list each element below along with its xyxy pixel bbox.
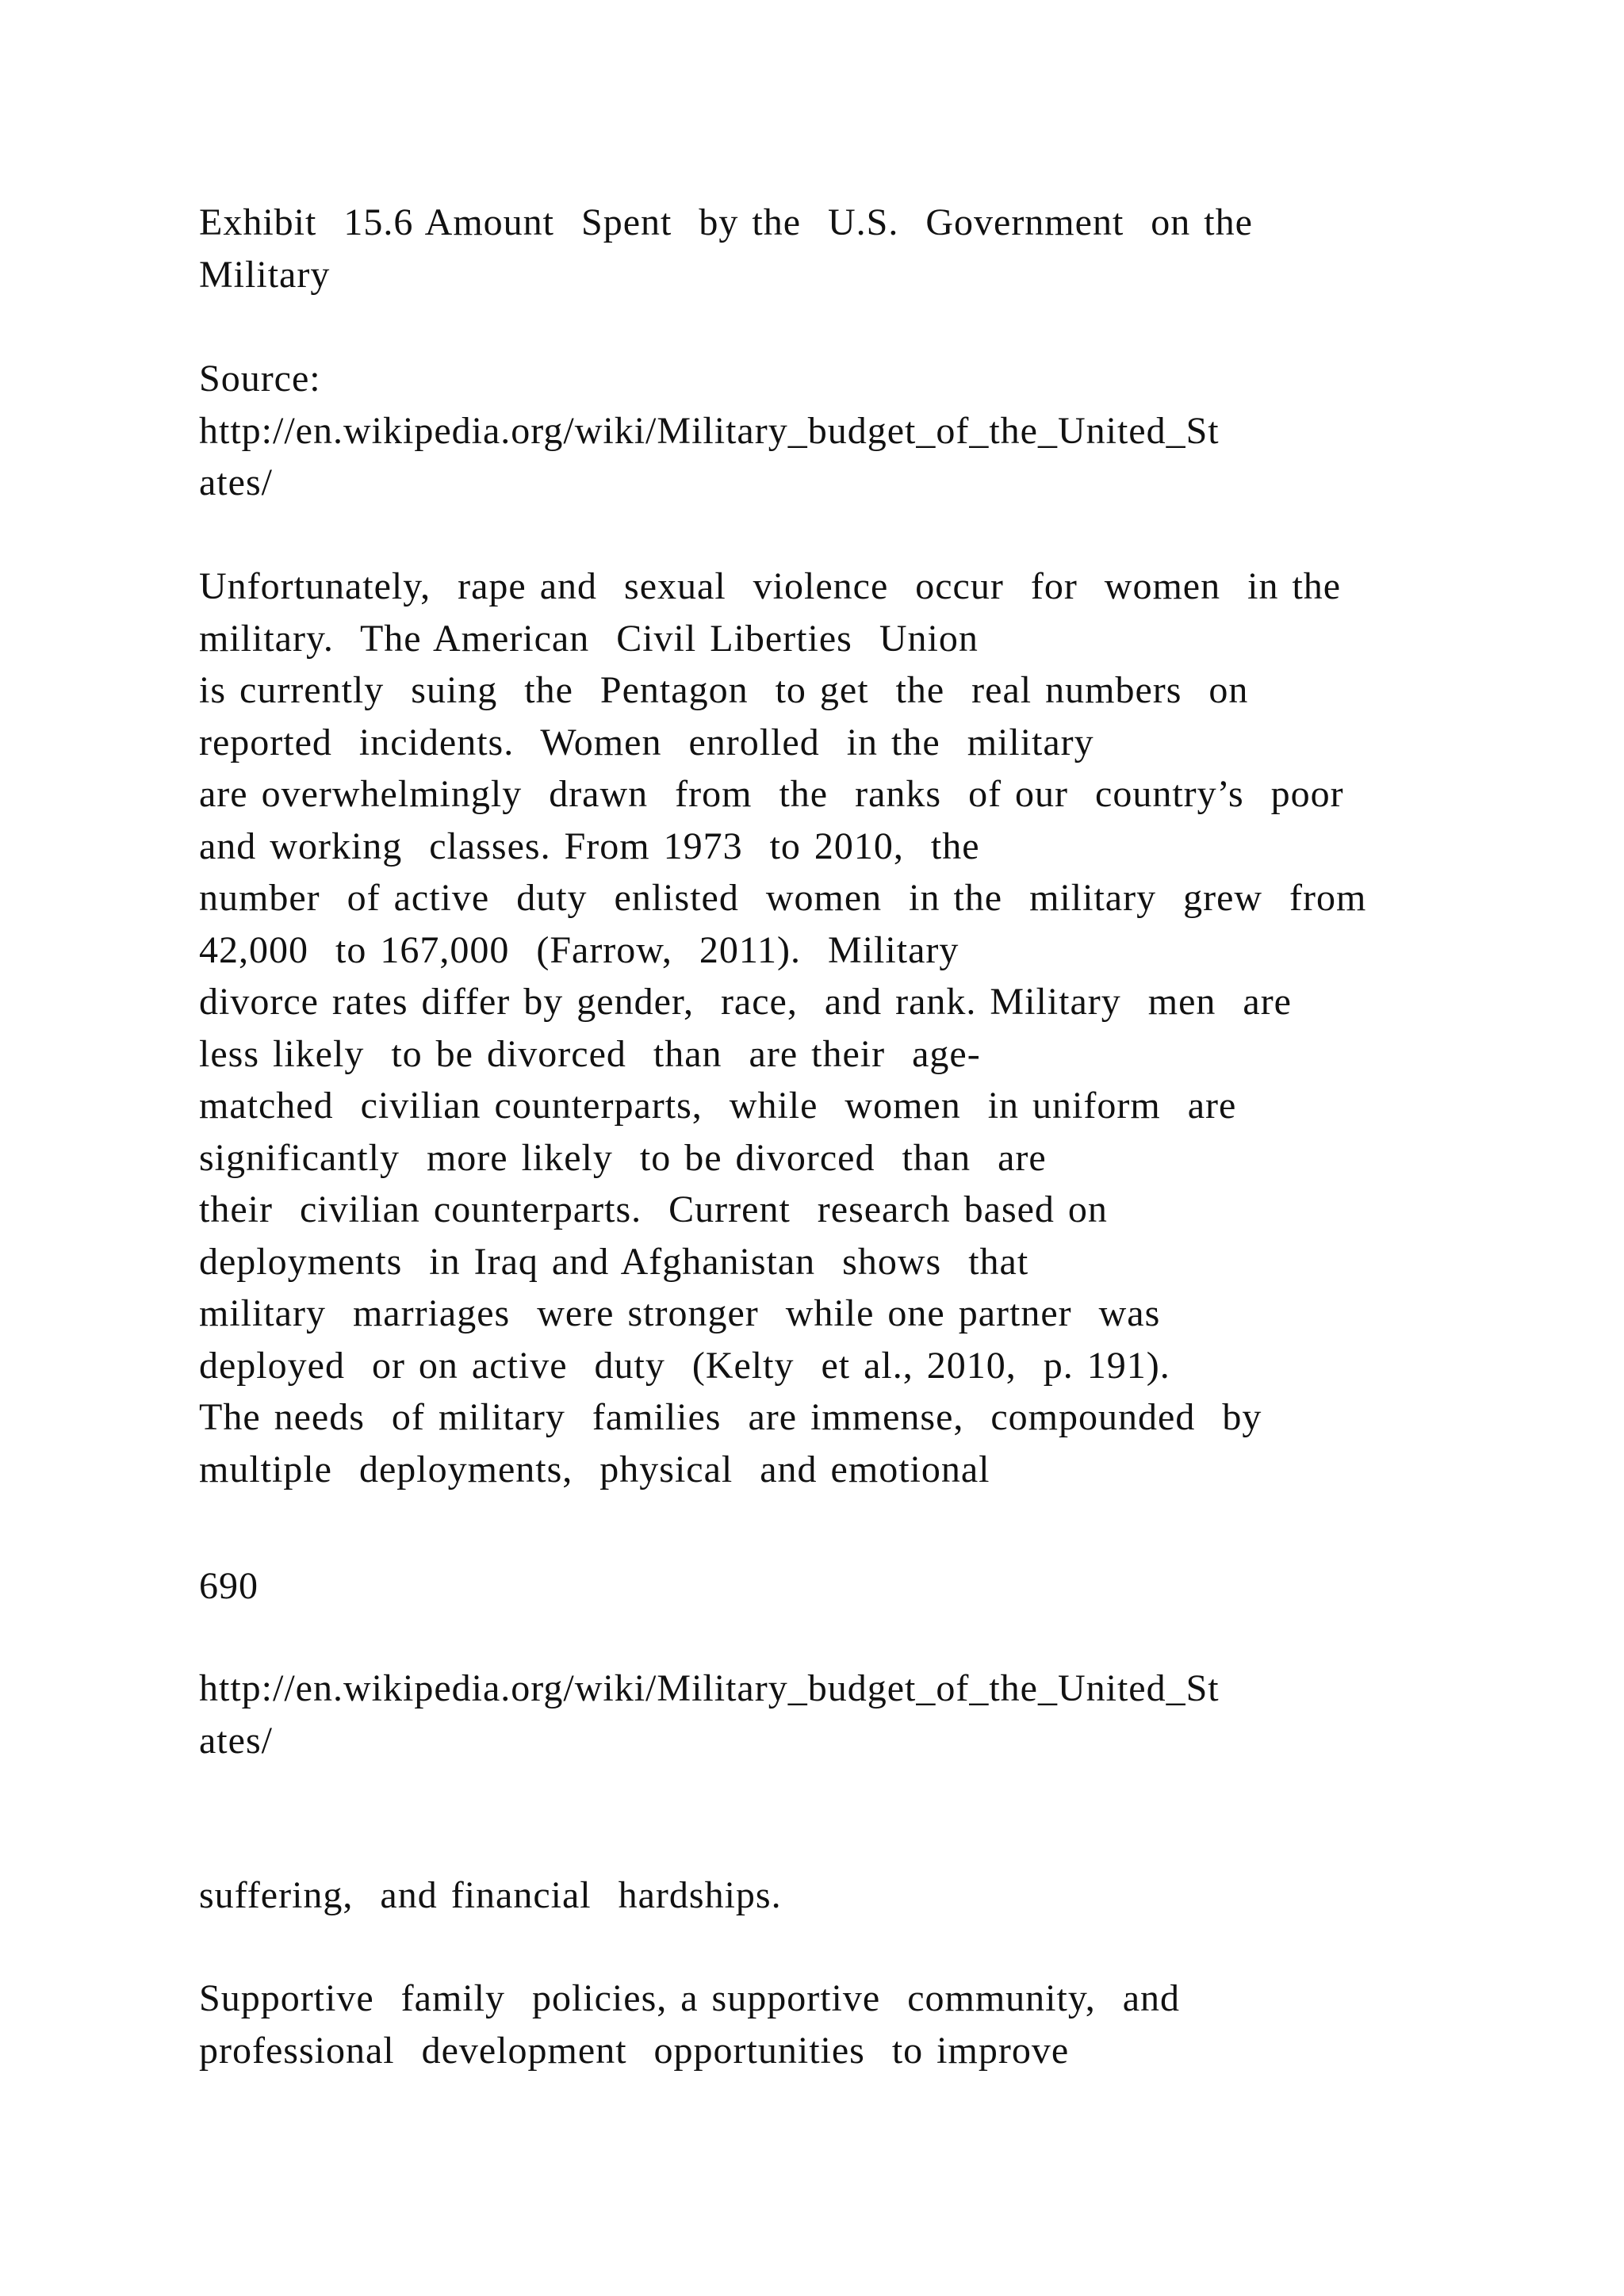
continuation-text: suffering, and financial hardships. bbox=[199, 1874, 782, 1916]
source-url-line-1: http://en.wikipedia.org/wiki/Military_budget_of_the_United_St bbox=[199, 409, 1220, 452]
body-line: The needs of military families are immense, compounded by bbox=[199, 1396, 1262, 1438]
body-line: their civilian counterparts. Current research based on bbox=[199, 1188, 1108, 1230]
body-line: divorce rates differ by gender, race, and rank. Military men are bbox=[199, 981, 1292, 1023]
body-line: military marriages were stronger while one partner was bbox=[199, 1292, 1161, 1334]
source-label: Source: bbox=[199, 358, 321, 400]
footer-url bbox=[199, 1663, 1547, 1766]
footer-url-line-1: http://en.wikipedia.org/wiki/Military_budget_of_the_United_St bbox=[199, 1667, 1220, 1709]
body-line: less likely to be divorced than are their age- bbox=[199, 1032, 981, 1075]
body-line: multiple deployments, physical and emotional bbox=[199, 1448, 990, 1490]
exhibit-title-line-1: Exhibit 15.6 Amount Spent by the U.S. Government on the bbox=[199, 201, 1253, 243]
body-line: deployed or on active duty (Kelty et al., 2010, p. 191). bbox=[199, 1344, 1170, 1387]
body-line: number of active duty enlisted women in the military grew from bbox=[199, 877, 1367, 919]
body-line: is currently suing the Pentagon to get the real numbers on bbox=[199, 669, 1249, 711]
body-line: and working classes. From 1973 to 2010, the bbox=[199, 825, 980, 867]
exhibit-title bbox=[199, 197, 1547, 300]
final-paragraph-line: professional development opportunities to improve bbox=[199, 2029, 1070, 2072]
page-number-block bbox=[199, 1560, 1547, 1613]
body-line: significantly more likely to be divorced than are bbox=[199, 1136, 1047, 1179]
body-line: matched civilian counterparts, while women in uniform are bbox=[199, 1085, 1237, 1127]
body-line: deployments in Iraq and Afghanistan shows that bbox=[199, 1240, 1029, 1283]
final-paragraph-line: Supportive family policies, a supportive community, and bbox=[199, 1977, 1181, 2019]
continuation-line bbox=[199, 1869, 1547, 1922]
body-line: reported incidents. Women enrolled in the military bbox=[199, 721, 1094, 763]
body-line: are overwhelmingly drawn from the ranks of our country’s poor bbox=[199, 773, 1344, 815]
body-line: military. The American Civil Liberties Union bbox=[199, 617, 979, 660]
page-number: 690 bbox=[199, 1565, 259, 1607]
source-url-line-2: ates/ bbox=[199, 461, 273, 503]
body-paragraph bbox=[199, 561, 1547, 1495]
exhibit-title-line-2: Military bbox=[199, 253, 331, 296]
source-citation bbox=[199, 353, 1547, 509]
final-paragraph bbox=[199, 1973, 1547, 2076]
footer-url-line-2: ates/ bbox=[199, 1719, 273, 1762]
body-line: Unfortunately, rape and sexual violence occur for women in the bbox=[199, 565, 1342, 607]
body-line: 42,000 to 167,000 (Farrow, 2011). Military bbox=[199, 928, 959, 971]
